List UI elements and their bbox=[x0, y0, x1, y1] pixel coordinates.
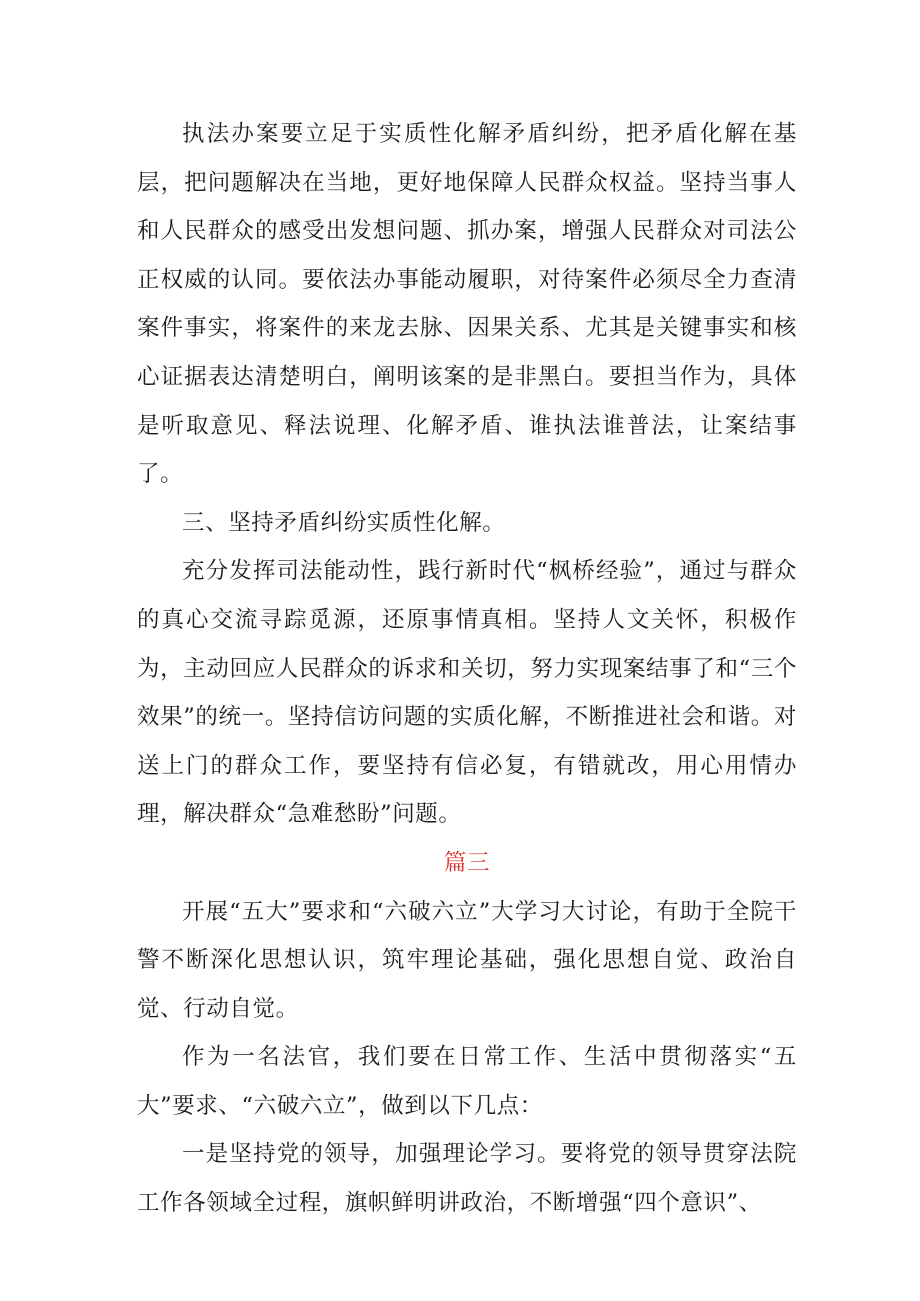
section-title: 篇三 bbox=[443, 849, 491, 876]
paragraph-study-discussion: 开展“五大”要求和“六破六立”大学习大讨论，有助于全院干警不断深化思想认识，筑牢理论基础，强化思想自觉、政治自觉、行动自觉。 bbox=[137, 898, 797, 1022]
document-body bbox=[137, 110, 797, 1228]
paragraph-point-one: 一是坚持党的领导，加强理论学习。要将党的领导贯穿法院工作各领域全过程，旗帜鲜明讲政治，不断增强“四个意识”、 bbox=[137, 1141, 797, 1217]
paragraph-judicial-initiative: 充分发挥司法能动性，践行新时代“枫桥经验”，通过与群众的真心交流寻踪觅源，还原事情真相。坚持人文关怀，积极作为，主动回应人民群众的诉求和关切，努力实现案结事了和“三个效果”的统一。坚持信访问题的实质化解，不断推进社会和谐。对送上门的群众工作，要坚持有信必复，有错就改，用心用情办理，解决群众“急难愁盼”问题。 bbox=[137, 558, 797, 828]
paragraph-as-a-judge: 作为一名法官，我们要在日常工作、生活中贯彻落实“五大”要求、“六破六立”，做到以下几点： bbox=[137, 1044, 797, 1119]
paragraph-case-handling: 执法办案要立足于实质性化解矛盾纠纷，把矛盾化解在基层，把问题解决在当地，更好地保障人民群众权益。坚持当事人和人民群众的感受出发想问题、抓办案，增强人民群众对司法公正权威的认同。要依法办事能动履职，对待案件必须尽全力查清案件事实，将案件的来龙去脉、因果关系、尤其是关键事实和核心证据表达清楚明白，阐明该案的是非黑白。要担当作为，具体是听取意见、释法说理、化解矛盾、谁执法谁普法，让案结事了。 bbox=[137, 121, 797, 488]
paragraph-heading-three: 三、坚持矛盾纠纷实质性化解。 bbox=[182, 509, 506, 536]
